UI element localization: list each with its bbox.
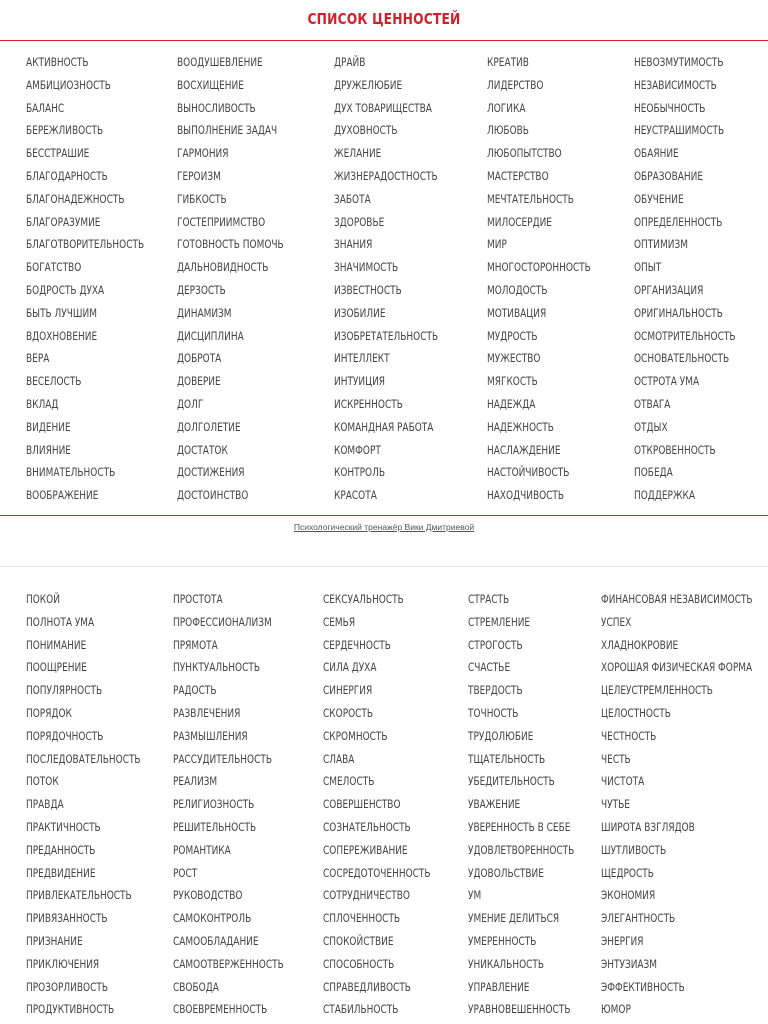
value-item: НЕУСТРАШИМОСТЬ xyxy=(634,123,725,138)
footer-link[interactable]: Психологический тренажёр Вики Дмитриевой xyxy=(293,522,475,532)
value-item: СПРАВЕДЛИВОСТЬ xyxy=(323,979,411,994)
value-item: САМООБЛАДАНИЕ xyxy=(173,933,259,948)
page-separator xyxy=(0,566,768,567)
value-item: ДАЛЬНОВИДНОСТЬ xyxy=(177,260,269,275)
value-item: ГОСТЕПРИИМСТВО xyxy=(177,214,266,229)
value-item: ЧЕСТНОСТЬ xyxy=(601,728,657,743)
value-item: ВЕРА xyxy=(26,351,50,366)
value-item: МИЛОСЕРДИЕ xyxy=(487,214,552,229)
value-item: УНИКАЛЬНОСТЬ xyxy=(468,956,545,971)
value-item: УРАВНОВЕШЕННОСТЬ xyxy=(468,1002,571,1017)
value-item: РЕШИТЕЛЬНОСТЬ xyxy=(173,819,257,834)
value-item: ПРЯМОТА xyxy=(173,637,218,652)
title-divider xyxy=(0,40,768,41)
value-item: УМЕРЕННОСТЬ xyxy=(468,933,537,948)
value-item: ГИБКОСТЬ xyxy=(177,191,227,206)
value-item: ОПРЕДЕЛЕННОСТЬ xyxy=(634,214,723,229)
value-item: КРЕАТИВ xyxy=(487,55,529,69)
value-item: ИЗОБРЕТАТЕЛЬНОСТЬ xyxy=(334,328,439,343)
value-item: РОСТ xyxy=(173,865,198,880)
value-item: ШУТЛИВОСТЬ xyxy=(601,842,667,857)
value-item: ЛЮБОВЬ xyxy=(487,123,529,138)
values-column xyxy=(468,588,604,1021)
value-item: ПОСЛЕДОВАТЕЛЬНОСТЬ xyxy=(26,751,141,766)
value-item: РЕАЛИЗМ xyxy=(173,774,218,789)
value-item: ДИСЦИПЛИНА xyxy=(177,328,244,343)
value-item: СМЕЛОСТЬ xyxy=(323,774,375,789)
value-item: ПРЕДВИДЕНИЕ xyxy=(26,865,96,880)
value-item: ЭФФЕКТИВНОСТЬ xyxy=(601,979,685,994)
value-item: РАССУДИТЕЛЬНОСТЬ xyxy=(173,751,273,766)
value-item: ЛОГИКА xyxy=(487,100,526,115)
value-item: ПОРЯДОЧНОСТЬ xyxy=(26,728,104,743)
value-item: ДОСТИЖЕНИЯ xyxy=(177,465,245,480)
value-item: ТВЕРДОСТЬ xyxy=(468,683,523,698)
value-item: СТРОГОСТЬ xyxy=(468,637,523,652)
value-item: УВАЖЕНИЕ xyxy=(468,797,521,812)
value-item: НАДЕЖНОСТЬ xyxy=(487,419,554,434)
value-item: МНОГОСТОРОННОСТЬ xyxy=(487,260,591,275)
value-item: БЛАГОДАРНОСТЬ xyxy=(26,168,108,183)
value-item: СИНЕРГИЯ xyxy=(323,683,373,698)
values-column xyxy=(173,588,315,1021)
value-item: БЛАГОРАЗУМИЕ xyxy=(26,214,101,229)
value-item: ДОБРОТА xyxy=(177,351,222,366)
values-column xyxy=(323,588,461,1021)
value-item: ЭКОНОМИЯ xyxy=(601,888,656,903)
value-item: ПРЕДАННОСТЬ xyxy=(26,842,96,857)
value-item: ЗНАЧИМОСТЬ xyxy=(334,260,399,275)
value-item: ДОЛГОЛЕТИЕ xyxy=(177,419,241,434)
value-item: ТОЧНОСТЬ xyxy=(468,705,519,720)
value-item: НАСЛАЖДЕНИЕ xyxy=(487,442,561,457)
value-item: МОЛОДОСТЬ xyxy=(487,282,548,297)
value-item: УМ xyxy=(468,888,482,903)
value-item: ВООБРАЖЕНИЕ xyxy=(26,488,99,503)
value-item: ДУХОВНОСТЬ xyxy=(334,123,398,138)
value-item: ВИДЕНИЕ xyxy=(26,419,71,434)
value-item: НЕОБЫЧНОСТЬ xyxy=(634,100,706,115)
value-item: ИНТУИЦИЯ xyxy=(334,374,386,389)
value-item: МАСТЕРСТВО xyxy=(487,168,549,183)
values-column xyxy=(26,588,173,1021)
value-item: ОПТИМИЗМ xyxy=(634,237,688,252)
value-item: УВЕРЕННОСТЬ В СЕБЕ xyxy=(468,819,571,834)
value-item: ПОПУЛЯРНОСТЬ xyxy=(26,683,103,698)
value-item: ИЗВЕСТНОСТЬ xyxy=(334,282,402,297)
value-item: НАХОДЧИВОСТЬ xyxy=(487,488,565,503)
value-item: ПОЛНОТА УМА xyxy=(26,614,95,629)
value-item: СОЗНАТЕЛЬНОСТЬ xyxy=(323,819,411,834)
value-item: СОСРЕДОТОЧЕННОСТЬ xyxy=(323,865,431,880)
value-item: ОРИГИНАЛЬНОСТЬ xyxy=(634,305,723,320)
values-column xyxy=(601,588,768,1021)
value-item: ПОТОК xyxy=(26,774,59,789)
value-item: ДОСТОИНСТВО xyxy=(177,488,249,503)
value-item: ОСМОТРИТЕЛЬНОСТЬ xyxy=(634,328,736,343)
value-item: ОБУЧЕНИЕ xyxy=(634,191,684,206)
value-item: БЕРЕЖЛИВОСТЬ xyxy=(26,123,104,138)
value-item: ЖИЗНЕРАДОСТНОСТЬ xyxy=(334,168,438,183)
value-item: ПРАВДА xyxy=(26,797,64,812)
value-item: САМООТВЕРЖЕННОСТЬ xyxy=(173,956,284,971)
values-column xyxy=(487,51,620,507)
value-item: ЧУТЬЕ xyxy=(601,797,630,812)
value-item: РАЗМЫШЛЕНИЯ xyxy=(173,728,248,743)
value-item: РОМАНТИКА xyxy=(173,842,231,857)
value-item: ВООДУШЕВЛЕНИЕ xyxy=(177,55,263,69)
value-item: СЕКСУАЛЬНОСТЬ xyxy=(323,592,404,606)
value-item: ДРАЙВ xyxy=(334,55,366,69)
value-item: ОТВАГА xyxy=(634,396,671,411)
value-item: СЕРДЕЧНОСТЬ xyxy=(323,637,391,652)
value-item: ПОРЯДОК xyxy=(26,705,72,720)
values-column xyxy=(26,51,177,507)
value-item: РУКОВОДСТВО xyxy=(173,888,243,903)
values-column xyxy=(634,51,764,507)
value-item: ПООЩРЕНИЕ xyxy=(26,660,87,675)
value-item: СВОБОДА xyxy=(173,979,219,994)
value-item: СОВЕРШЕНСТВО xyxy=(323,797,401,812)
value-item: ЩЕДРОСТЬ xyxy=(601,865,654,880)
value-item: ГОТОВНОСТЬ ПОМОЧЬ xyxy=(177,237,284,252)
value-item: СЛАВА xyxy=(323,751,355,766)
value-item: ДОВЕРИЕ xyxy=(177,374,221,389)
value-item: МУДРОСТЬ xyxy=(487,328,538,343)
value-item: БАЛАНС xyxy=(26,100,65,115)
value-item: ПРИВЛЕКАТЕЛЬНОСТЬ xyxy=(26,888,132,903)
value-item: РАДОСТЬ xyxy=(173,683,217,698)
value-item: ОСТРОТА УМА xyxy=(634,374,700,389)
value-item: ВОСХИЩЕНИЕ xyxy=(177,77,244,92)
value-item: УДОВЛЕТВОРЕННОСТЬ xyxy=(468,842,575,857)
value-item: СОТРУДНИЧЕСТВО xyxy=(323,888,410,903)
value-item: ЭНЕРГИЯ xyxy=(601,933,644,948)
value-item: ЖЕЛАНИЕ xyxy=(334,146,382,161)
value-item: КРАСОТА xyxy=(334,488,377,503)
value-item: ЦЕЛОСТНОСТЬ xyxy=(601,705,671,720)
value-item: ПОНИМАНИЕ xyxy=(26,637,87,652)
value-item: ЧЕСТЬ xyxy=(601,751,631,766)
value-item: ЛИДЕРСТВО xyxy=(487,77,544,92)
value-item: ЭЛЕГАНТНОСТЬ xyxy=(601,911,676,926)
value-item: ДИНАМИЗМ xyxy=(177,305,232,320)
value-item: СТРЕМЛЕНИЕ xyxy=(468,614,531,629)
value-item: МУЖЕСТВО xyxy=(487,351,541,366)
value-item: ПОДДЕРЖКА xyxy=(634,488,696,503)
value-item: ИНТЕЛЛЕКТ xyxy=(334,351,390,366)
value-item: АКТИВНОСТЬ xyxy=(26,55,89,69)
value-item: СОПЕРЕЖИВАНИЕ xyxy=(323,842,408,857)
values-column xyxy=(177,51,314,507)
value-item: БЛАГОНАДЕЖНОСТЬ xyxy=(26,191,125,206)
value-item: БЛАГОТВОРИТЕЛЬНОСТЬ xyxy=(26,237,145,252)
value-item: ОБРАЗОВАНИЕ xyxy=(634,168,703,183)
value-item: ЛЮБОПЫТСТВО xyxy=(487,146,562,161)
value-item: ОРГАНИЗАЦИЯ xyxy=(634,282,704,297)
value-item: УМЕНИЕ ДЕЛИТЬСЯ xyxy=(468,911,560,926)
value-item: ХОРОШАЯ ФИЗИЧЕСКАЯ ФОРМА xyxy=(601,660,753,675)
value-item: ВЛИЯНИЕ xyxy=(26,442,71,457)
value-item: ЗАБОТА xyxy=(334,191,371,206)
value-item: ПОКОЙ xyxy=(26,592,60,606)
value-item: КОМФОРТ xyxy=(334,442,381,457)
value-item: КОМАНДНАЯ РАБОТА xyxy=(334,419,434,434)
value-item: СПОКОЙСТВИЕ xyxy=(323,933,394,948)
value-item: САМОКОНТРОЛЬ xyxy=(173,911,252,926)
value-item: ПРОФЕССИОНАЛИЗМ xyxy=(173,614,272,629)
value-item: ЗДОРОВЬЕ xyxy=(334,214,385,229)
values-column xyxy=(334,51,467,507)
value-item: ВНИМАТЕЛЬНОСТЬ xyxy=(26,465,116,480)
value-item: ОТКРОВЕННОСТЬ xyxy=(634,442,716,457)
value-item: ИЗОБИЛИЕ xyxy=(334,305,386,320)
value-item: СПЛОЧЕННОСТЬ xyxy=(323,911,401,926)
value-item: ГАРМОНИЯ xyxy=(177,146,229,161)
value-item: СИЛА ДУХА xyxy=(323,660,377,675)
value-item: ИСКРЕННОСТЬ xyxy=(334,396,403,411)
value-item: ПУНКТУАЛЬНОСТЬ xyxy=(173,660,261,675)
value-item: ХЛАДНОКРОВИЕ xyxy=(601,637,679,652)
value-item: СКОРОСТЬ xyxy=(323,705,374,720)
value-item: ДОЛГ xyxy=(177,396,204,411)
value-item: ПРИВЯЗАННОСТЬ xyxy=(26,911,108,926)
value-item: УБЕДИТЕЛЬНОСТЬ xyxy=(468,774,555,789)
page-title: СПИСОК ЦЕННОСТЕЙ xyxy=(307,10,461,28)
value-item: СТРАСТЬ xyxy=(468,592,510,606)
value-item: ПОБЕДА xyxy=(634,465,673,480)
value-item: ЮМОР xyxy=(601,1002,631,1017)
value-item: ШИРОТА ВЗГЛЯДОВ xyxy=(601,819,695,834)
value-item: ОПЫТ xyxy=(634,260,662,275)
value-item: БЕССТРАШИЕ xyxy=(26,146,90,161)
value-item: МИР xyxy=(487,237,507,252)
value-item: ЦЕЛЕУСТРЕМЛЕННОСТЬ xyxy=(601,683,713,698)
value-item: СЕМЬЯ xyxy=(323,614,356,629)
value-item: ТЩАТЕЛЬНОСТЬ xyxy=(468,751,546,766)
value-item: ПРОДУКТИВНОСТЬ xyxy=(26,1002,115,1017)
value-item: РЕЛИГИОЗНОСТЬ xyxy=(173,797,255,812)
value-item: ВЕСЕЛОСТЬ xyxy=(26,374,82,389)
value-item: ЧИСТОТА xyxy=(601,774,645,789)
footer-divider xyxy=(0,515,768,516)
value-item: ВКЛАД xyxy=(26,396,59,411)
value-item: НЕВОЗМУТИМОСТЬ xyxy=(634,55,724,69)
value-item: ПРИКЛЮЧЕНИЯ xyxy=(26,956,100,971)
value-item: АМБИЦИОЗНОСТЬ xyxy=(26,77,111,92)
value-item: ВЫНОСЛИВОСТЬ xyxy=(177,100,256,115)
value-item: ОБАЯНИЕ xyxy=(634,146,679,161)
value-item: ПРИЗНАНИЕ xyxy=(26,933,83,948)
value-item: БОГАТСТВО xyxy=(26,260,82,275)
value-item: УСПЕХ xyxy=(601,614,632,629)
value-item: УПРАВЛЕНИЕ xyxy=(468,979,530,994)
value-item: ДОСТАТОК xyxy=(177,442,228,457)
value-item: РАЗВЛЕЧЕНИЯ xyxy=(173,705,241,720)
value-item: УДОВОЛЬСТВИЕ xyxy=(468,865,544,880)
value-item: ВДОХНОВЕНИЕ xyxy=(26,328,98,343)
value-item: БЫТЬ ЛУЧШИМ xyxy=(26,305,97,320)
value-item: ЗНАНИЯ xyxy=(334,237,373,252)
value-item: ПРАКТИЧНОСТЬ xyxy=(26,819,101,834)
value-item: НАСТОЙЧИВОСТЬ xyxy=(487,465,570,480)
value-item: СЧАСТЬЕ xyxy=(468,660,511,675)
value-item: ЭНТУЗИАЗМ xyxy=(601,956,658,971)
value-item: СВОЕВРЕМЕННОСТЬ xyxy=(173,1002,268,1017)
value-item: ДЕРЗОСТЬ xyxy=(177,282,226,297)
value-item: НЕЗАВИСИМОСТЬ xyxy=(634,77,717,92)
value-item: НАДЕЖДА xyxy=(487,396,536,411)
value-item: ПРОЗОРЛИВОСТЬ xyxy=(26,979,109,994)
value-item: ДРУЖЕЛЮБИЕ xyxy=(334,77,403,92)
value-item: КОНТРОЛЬ xyxy=(334,465,386,480)
value-item: СПОСОБНОСТЬ xyxy=(323,956,395,971)
value-item: МОТИВАЦИЯ xyxy=(487,305,547,320)
value-item: СТАБИЛЬНОСТЬ xyxy=(323,1002,399,1017)
value-item: ВЫПОЛНЕНИЕ ЗАДАЧ xyxy=(177,123,278,138)
value-item: МЯГКОСТЬ xyxy=(487,374,538,389)
value-item: ОТДЫХ xyxy=(634,419,668,434)
value-item: БОДРОСТЬ ДУХА xyxy=(26,282,105,297)
value-item: ДУХ ТОВАРИЩЕСТВА xyxy=(334,100,432,115)
value-item: ОСНОВАТЕЛЬНОСТЬ xyxy=(634,351,730,366)
value-item: МЕЧТАТЕЛЬНОСТЬ xyxy=(487,191,574,206)
value-item: ГЕРОИЗМ xyxy=(177,168,221,183)
value-item: СКРОМНОСТЬ xyxy=(323,728,388,743)
value-item: ФИНАНСОВАЯ НЕЗАВИСИМОСТЬ xyxy=(601,592,753,606)
value-item: ПРОСТОТА xyxy=(173,592,223,606)
value-item: ТРУДОЛЮБИЕ xyxy=(468,728,534,743)
